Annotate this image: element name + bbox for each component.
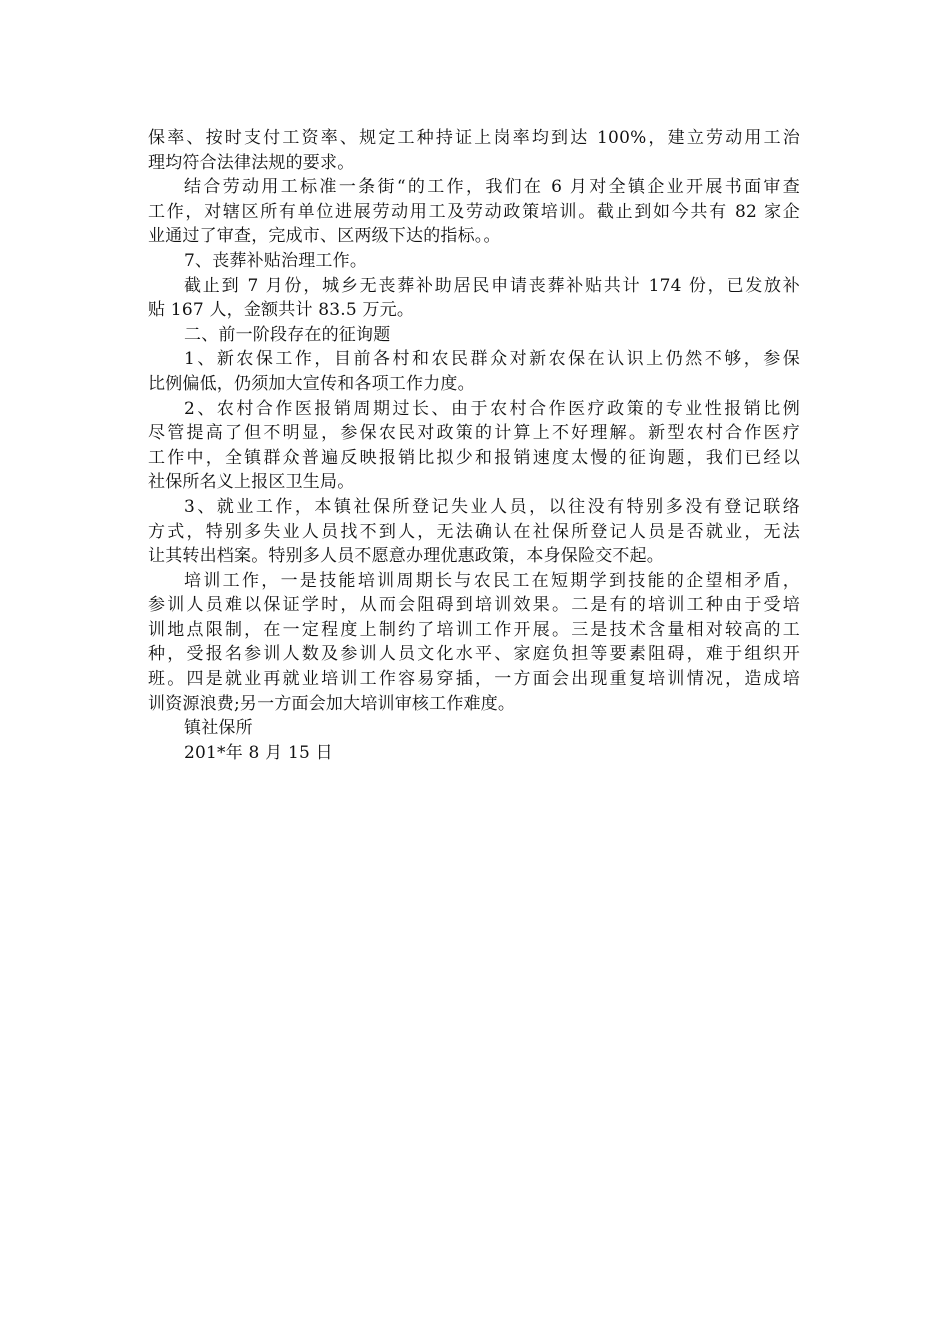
- text-line: 工作，对辖区所有单位进展劳动用工及劳动政策培训。截止到如今共有 82 家企: [148, 201, 800, 222]
- text-line: 班。四是就业再就业培训工作容易穿插，一方面会出现重复培训情况，造成培: [148, 669, 800, 690]
- text-line: 业通过了审查，完成市、区两级下达的指标。。: [148, 226, 501, 247]
- text-line: 镇社保所: [184, 718, 253, 739]
- text-line: 尽管提高了但不明显，参保农民对政策的计算上不好理解。新型农村合作医疗: [148, 423, 800, 444]
- text-line: 训资源浪费;另一方面会加大培训审核工作难度。: [148, 693, 516, 714]
- text-line: 2、农村合作医报销周期过长、由于农村合作医疗政策的专业性报销比例: [184, 398, 800, 419]
- text-line: 保率、按时支付工资率、规定工种持证上岗率均到达 100%，建立劳动用工治: [148, 128, 800, 148]
- text-line: 201*年 8 月 15 日: [184, 742, 333, 763]
- text-line: 3、就业工作，本镇社保所登记失业人员，以往没有特别多没有登记联络: [184, 496, 800, 517]
- text-line: 贴 167 人，金额共计 83.5 万元。: [148, 300, 415, 321]
- text-line: 1、新农保工作，目前各村和农民群众对新农保在认识上仍然不够，参保: [184, 349, 800, 370]
- text-line: 7、丧葬补贴治理工作。: [184, 250, 368, 271]
- text-line: 种，受报名参训人数及参训人员文化水平、家庭负担等要素阻碍，难于组织开: [148, 644, 800, 665]
- text-line: 让其转出档案。特别多人员不愿意办理优惠政策，本身保险交不起。: [148, 546, 664, 567]
- text-line: 截止到 7 月份，城乡无丧葬补助居民申请丧葬补贴共计 174 份，已发放补: [184, 275, 800, 296]
- text-line: 二、前一阶段存在的征询题: [184, 324, 391, 345]
- text-line: 工作中，全镇群众普遍反映报销比拟少和报销速度太慢的征询题，我们已经以: [148, 447, 800, 468]
- text-line: 社保所名义上报区卫生局。: [148, 472, 355, 493]
- text-line: 培训工作，一是技能培训周期长与农民工在短期学到技能的企望相矛盾，: [184, 570, 800, 591]
- text-line: 训地点限制，在一定程度上制约了培训工作开展。三是技术含量相对较高的工: [148, 619, 800, 640]
- text-line: 比例偏低，仍须加大宣传和各项工作力度。: [148, 373, 475, 394]
- text-line: 结合劳动用工标准一条街“的工作，我们在 6 月对全镇企业开展书面审查: [184, 177, 800, 198]
- text-line: 方式，特别多失业人员找不到人，无法确认在社保所登记人员是否就业，无法: [148, 521, 800, 542]
- text-line: 理均符合法律法规的要求。: [148, 152, 355, 173]
- document-body: [148, 126, 800, 765]
- text-line: 参训人员难以保证学时，从而会阻碍到培训效果。二是有的培训工种由于受培: [148, 595, 800, 616]
